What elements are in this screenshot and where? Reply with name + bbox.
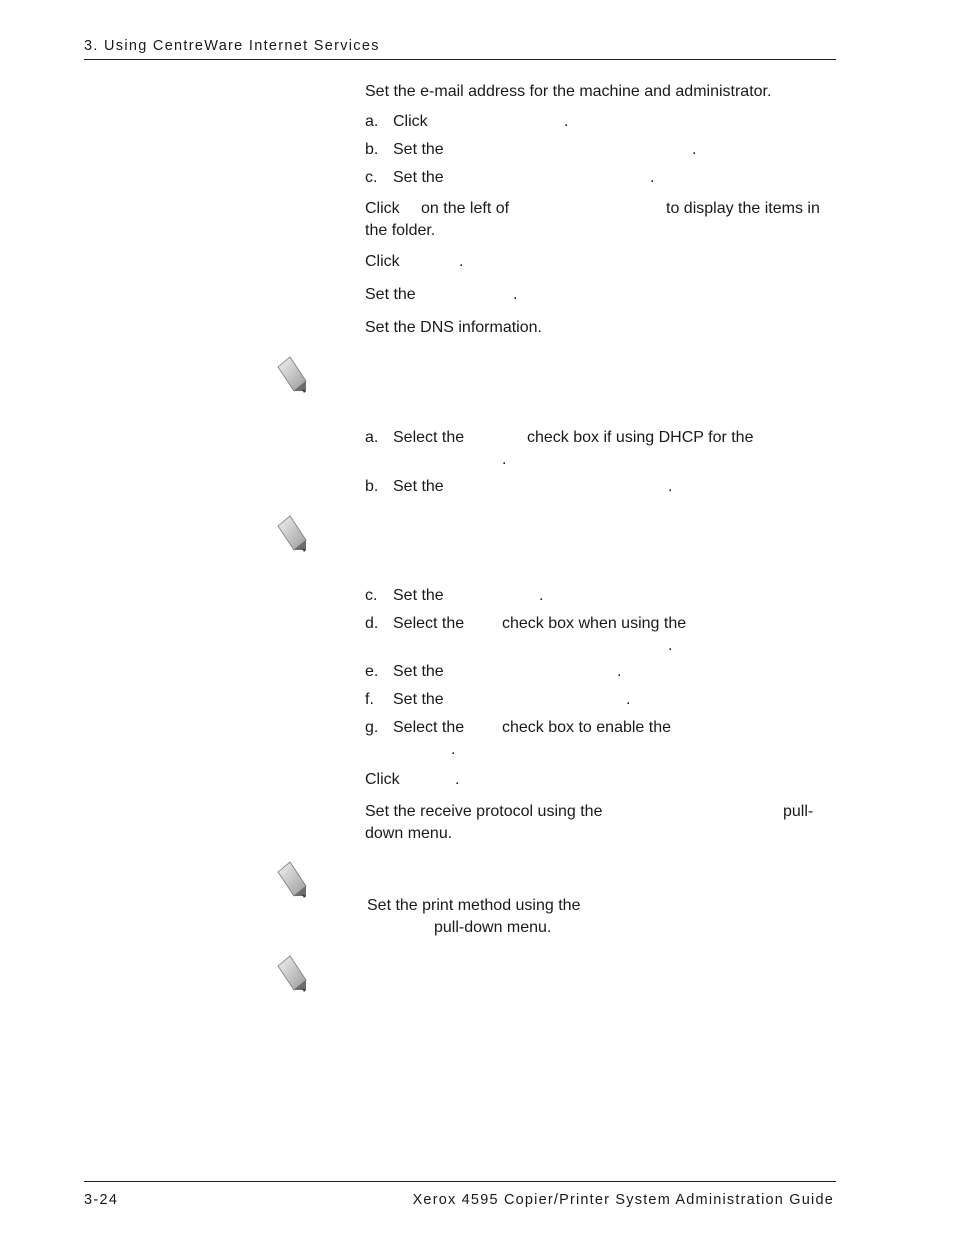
click-left-1: Click bbox=[365, 200, 400, 217]
step-a-period: . bbox=[564, 113, 569, 130]
click-left-4: the folder. bbox=[365, 222, 436, 239]
dns-f-period: . bbox=[626, 691, 631, 708]
note-pencil-icon bbox=[276, 860, 310, 900]
dns-e-period: . bbox=[617, 663, 622, 680]
header-rule bbox=[84, 59, 836, 60]
dns-a-period: . bbox=[502, 451, 507, 468]
click-left-3: to display the items in bbox=[666, 200, 820, 217]
dns-c-letter: c. bbox=[365, 587, 378, 604]
dns-g-text: Select the bbox=[393, 719, 465, 736]
click3-text: Click bbox=[365, 771, 400, 788]
step-a-letter: a. bbox=[365, 113, 379, 130]
dns-d-period: . bbox=[668, 637, 673, 654]
dns-g-period: . bbox=[451, 741, 456, 758]
note-pencil-icon bbox=[276, 514, 310, 554]
dns-a-text: Select the bbox=[393, 429, 465, 446]
print-2: pull-down menu. bbox=[434, 919, 552, 936]
dns-c-period: . bbox=[539, 587, 544, 604]
step-b-period: . bbox=[692, 141, 697, 158]
dns-g-letter: g. bbox=[365, 719, 379, 736]
step-c-letter: c. bbox=[365, 169, 378, 186]
dns-d-letter: d. bbox=[365, 615, 379, 632]
dns-c-text: Set the bbox=[393, 587, 444, 604]
receive-1: Set the receive protocol using the bbox=[365, 803, 603, 820]
dns-g-text2: check box to enable the bbox=[502, 719, 672, 736]
note-pencil-icon bbox=[276, 355, 310, 395]
dns-d-text: Select the bbox=[393, 615, 465, 632]
email-intro: Set the e-mail address for the machine and administrator. bbox=[365, 83, 772, 100]
receive-3: down menu. bbox=[365, 825, 453, 842]
dns-b-letter: b. bbox=[365, 478, 379, 495]
step-c-period: . bbox=[650, 169, 655, 186]
dns-b-text: Set the bbox=[393, 478, 444, 495]
dns-intro: Set the DNS information. bbox=[365, 319, 542, 336]
set-the-period: . bbox=[513, 286, 518, 303]
dns-a-letter: a. bbox=[365, 429, 379, 446]
set-the-text: Set the bbox=[365, 286, 416, 303]
click2-text: Click bbox=[365, 253, 400, 270]
dns-a-text2: check box if using DHCP for the bbox=[527, 429, 754, 446]
dns-b-period: . bbox=[668, 478, 673, 495]
step-b-text: Set the bbox=[393, 141, 444, 158]
page-number: 3-24 bbox=[84, 1192, 119, 1208]
click-left-2: on the left of bbox=[421, 200, 510, 217]
click3-period: . bbox=[455, 771, 460, 788]
dns-e-text: Set the bbox=[393, 663, 444, 680]
guide-title: Xerox 4595 Copier/Printer System Administration Guide bbox=[412, 1192, 834, 1208]
dns-f-text: Set the bbox=[393, 691, 444, 708]
dns-f-letter: f. bbox=[365, 691, 374, 708]
click2-period: . bbox=[459, 253, 464, 270]
footer-rule bbox=[84, 1181, 836, 1182]
note-pencil-icon bbox=[276, 954, 310, 994]
step-b-letter: b. bbox=[365, 141, 379, 158]
receive-2: pull- bbox=[783, 803, 814, 820]
dns-e-letter: e. bbox=[365, 663, 379, 680]
step-a-text: Click bbox=[393, 113, 428, 130]
section-header: 3. Using CentreWare Internet Services bbox=[84, 38, 380, 54]
step-c-text: Set the bbox=[393, 169, 444, 186]
print-1: Set the print method using the bbox=[367, 897, 581, 914]
dns-d-text2: check box when using the bbox=[502, 615, 687, 632]
